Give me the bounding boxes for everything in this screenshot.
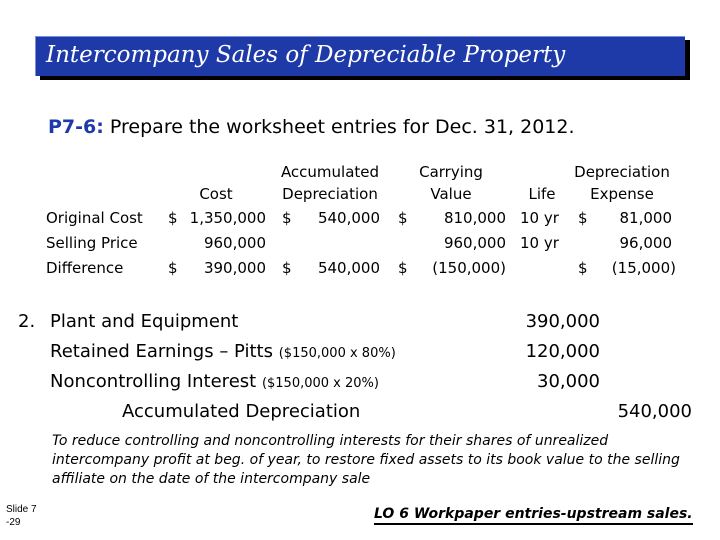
header-dep-2: Expense: [590, 185, 654, 203]
accum-value: 540,000: [317, 259, 380, 277]
carry-sign: $: [398, 209, 408, 227]
entry-note: ($150,000 x 80%): [278, 346, 396, 361]
row-label: Original Cost: [46, 209, 143, 227]
dep-sign: $: [578, 209, 588, 227]
dep-value: (15,000): [611, 259, 676, 277]
accum-sign: $: [282, 259, 292, 277]
title-banner: [35, 36, 685, 76]
problem-statement: [48, 116, 575, 138]
header-life: Life: [528, 185, 556, 203]
entry-line: [50, 341, 396, 365]
entry-debit: 120,000: [525, 341, 600, 362]
life-value: 10 yr: [520, 209, 559, 227]
entry-account: Plant and Equipment: [50, 311, 239, 332]
entry-account: Accumulated Depreciation: [122, 401, 361, 422]
dep-value: 96,000: [619, 234, 672, 252]
slide-number-line-1: Slide 7: [6, 504, 37, 515]
cost-sign: $: [168, 259, 178, 277]
carry-value: (150,000): [432, 259, 506, 277]
entry-number: 2.: [18, 311, 36, 332]
cost-value: 390,000: [203, 259, 266, 277]
header-dep-1: Depreciation: [574, 163, 670, 181]
header-accum-2: Depreciation: [282, 185, 378, 203]
row-label: Selling Price: [46, 234, 138, 252]
entry-debit: 390,000: [525, 311, 600, 332]
carry-value: 810,000: [443, 209, 506, 227]
entry-line: [50, 371, 379, 395]
entry-account: Noncontrolling Interest: [50, 371, 257, 392]
accum-sign: $: [282, 209, 292, 227]
entry-credit: 540,000: [617, 401, 692, 422]
row-label: Difference: [46, 259, 124, 277]
header-cost: Cost: [199, 185, 233, 203]
cost-sign: $: [168, 209, 178, 227]
slide-number-line-2: -29: [6, 517, 21, 528]
cost-value: 960,000: [203, 234, 266, 252]
carry-value: 960,000: [443, 234, 506, 252]
header-carry-2: Value: [430, 185, 472, 203]
carry-sign: $: [398, 259, 408, 277]
dep-sign: $: [578, 259, 588, 277]
header-carry-1: Carrying: [419, 163, 483, 181]
header-accum-1: Accumulated: [280, 163, 380, 181]
cost-value: 1,350,000: [189, 209, 266, 227]
problem-text: Prepare the worksheet entries for Dec. 31, 2012.: [109, 116, 575, 138]
entry-debit: 30,000: [537, 371, 600, 392]
life-value: 10 yr: [520, 234, 559, 252]
entry-note: ($150,000 x 20%): [261, 376, 379, 391]
accum-value: 540,000: [317, 209, 380, 227]
problem-code: P7-6:: [48, 116, 104, 138]
slide-title: Intercompany Sales of Depreciable Property: [46, 42, 566, 68]
entry-account: Retained Earnings – Pitts: [50, 341, 273, 362]
slide-number: [6, 503, 37, 529]
entry-explanation: To reduce controlling and noncontrolling interests for their shares of unrealized intercompany profit at beg. of year, to restore fixed assets to its book value to the selling affiliate on the date of the intercompany sale: [52, 433, 680, 487]
learning-objective-footer: LO 6 Workpaper entries-upstream sales.: [374, 506, 693, 525]
dep-value: 81,000: [619, 209, 672, 227]
